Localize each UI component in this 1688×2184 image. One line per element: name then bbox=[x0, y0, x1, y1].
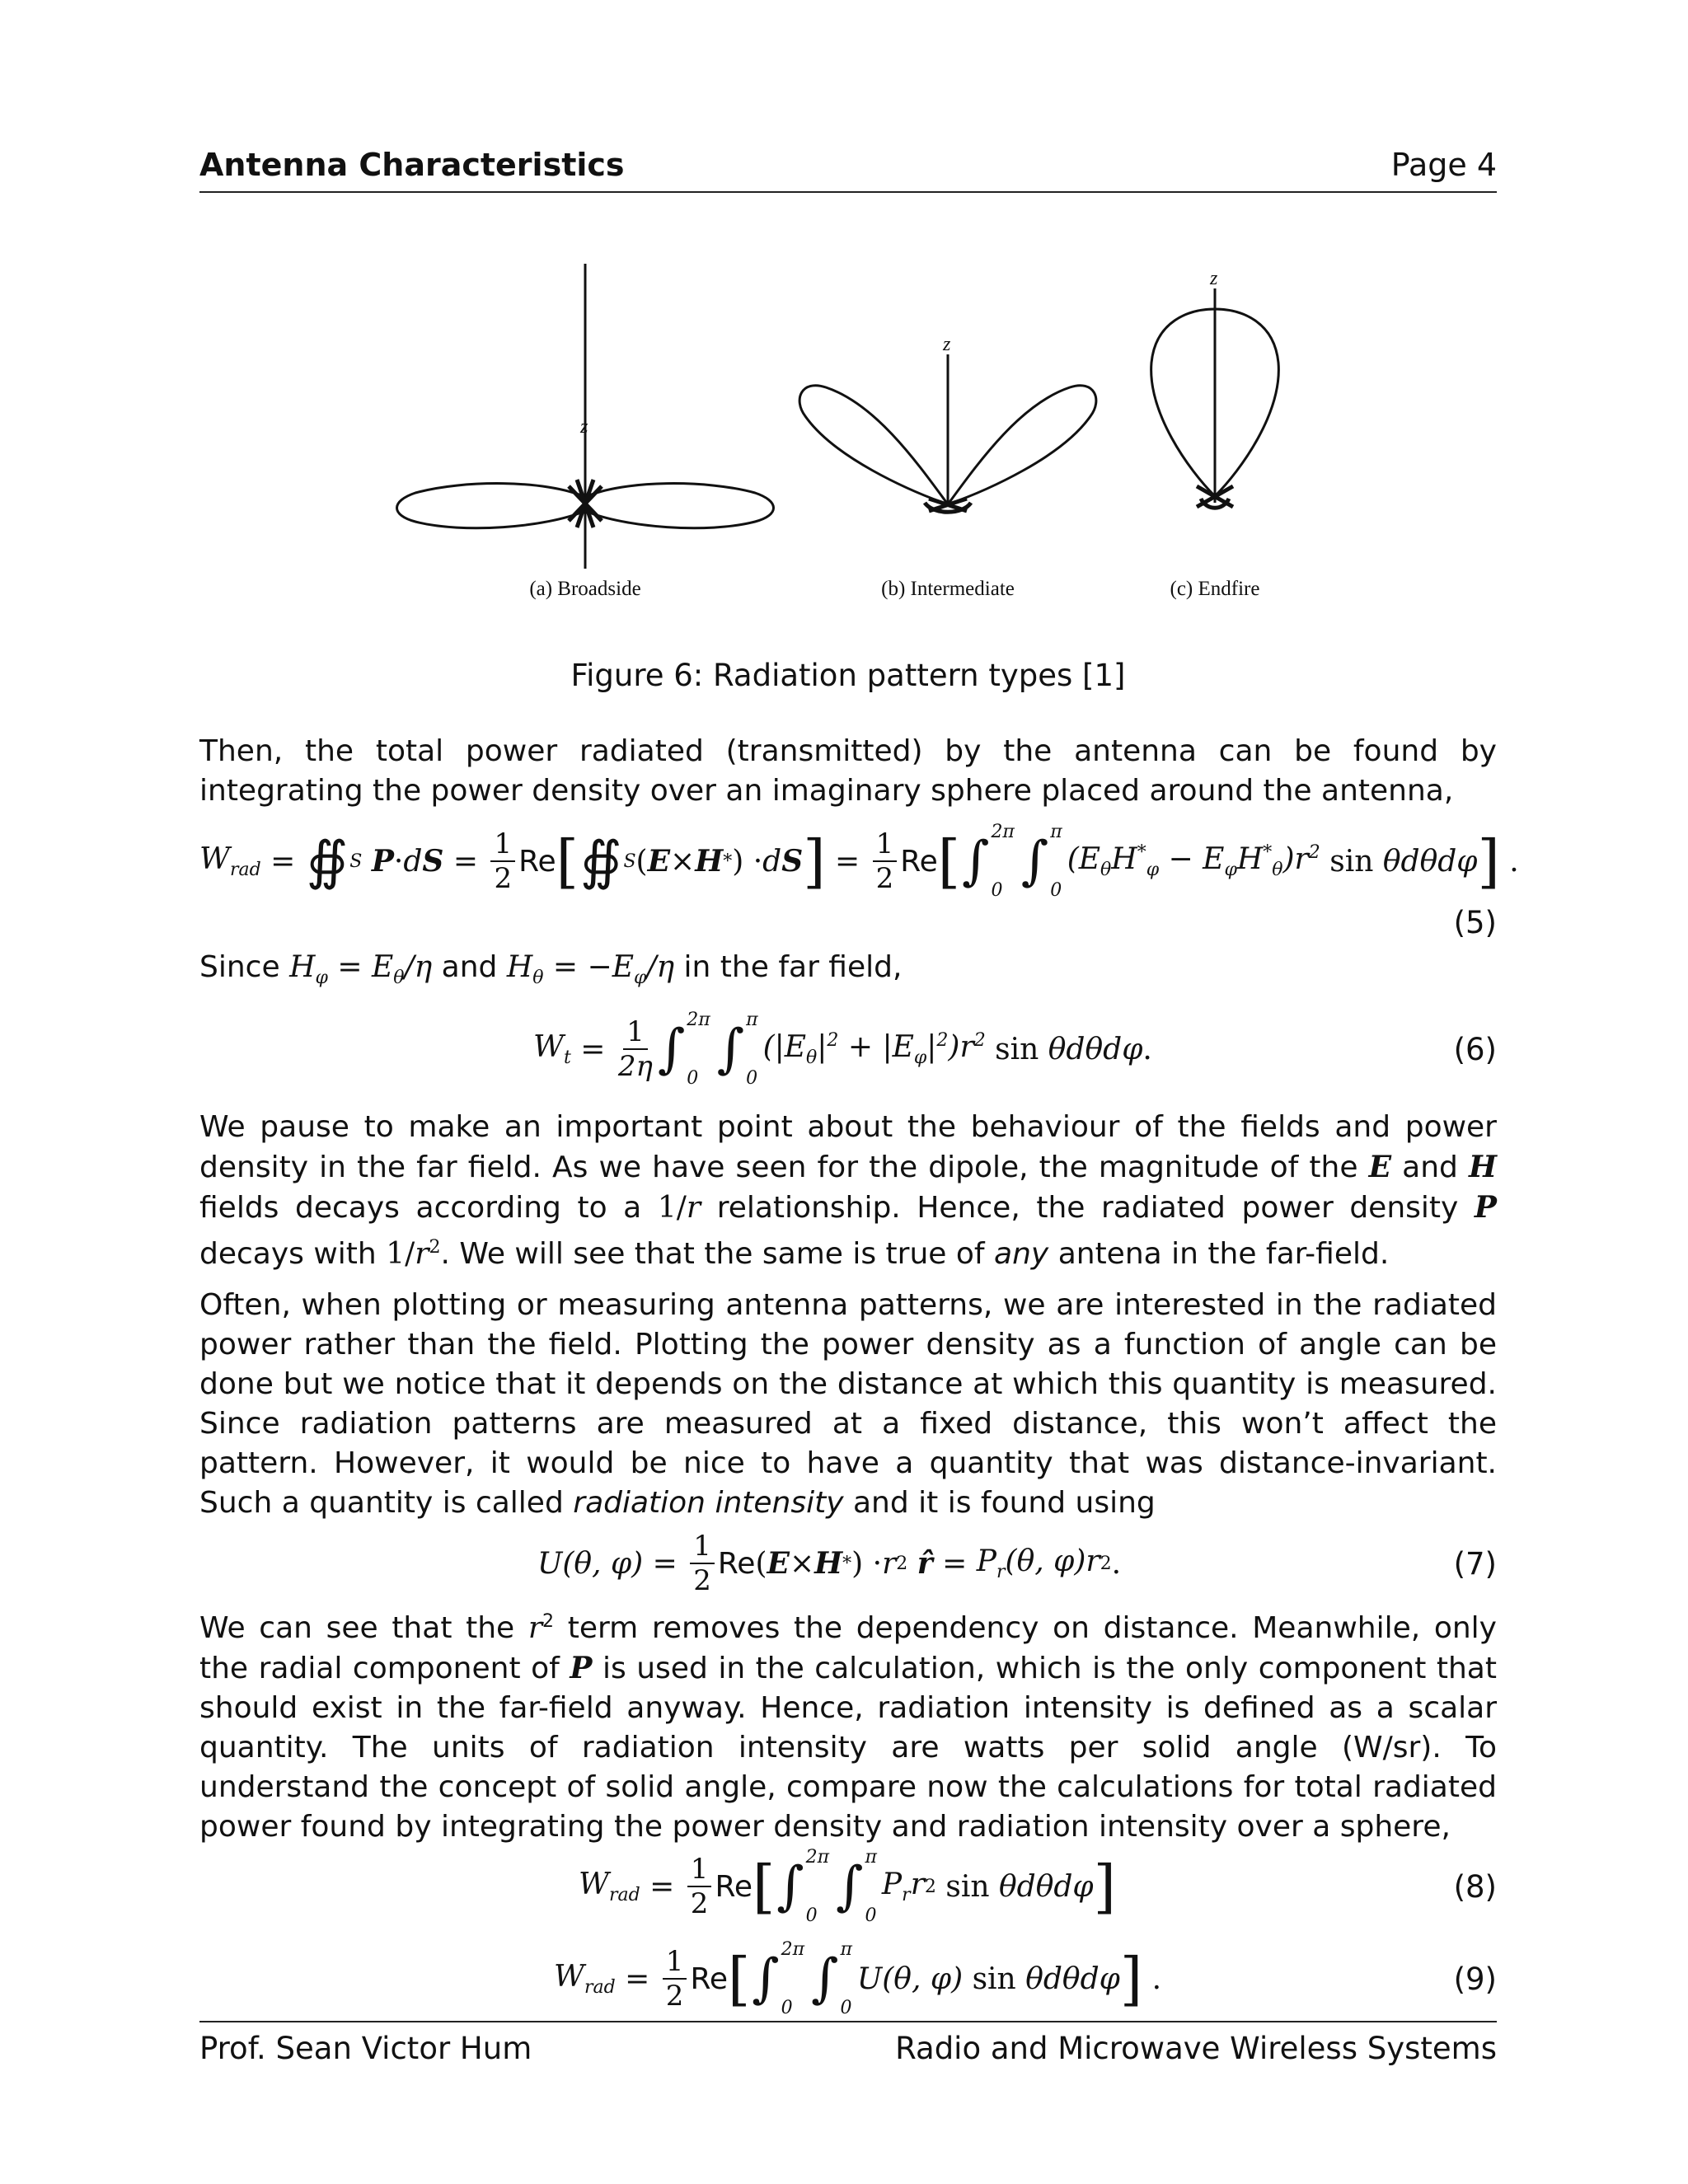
equation-5: $W_{rad}$ = ∯ S P · d S = $\frac{1}{2}$ Re [ ∯ S ( E × H * ) · d S ] = $\frac{1}{2}$ Re [ ∫ 2π 0 ∫ π 0 $(E_\theta H^*_\varphi - E_\varphi H^*_\theta)r^2$ sin θdθdφ ] . bbox=[199, 822, 1519, 901]
para3-a: We pause to make an important point about the behaviour of the fields and power density in the far field. As we have seen for the dipole, the magnitude of the bbox=[199, 1110, 1497, 1184]
footer-author: Prof. Sean Victor Hum bbox=[199, 2031, 532, 2066]
paragraph-solid-angle: We can see that the $r^2$ term removes the dependency on distance. Meanwhile, only the radial component of P is used in the calculation, which is the only component that should exist in the far-field anyway. Hence, radiation intensity is defined as a scalar quantity. The units of radiation intensity are watts per solid angle (W/sr). To understand the concept of solid angle, compare now the calculations for total radiated power found by integrating the power density and radiation intensity over a sphere, bbox=[199, 1611, 1497, 1844]
paragraph-radiation-intensity bbox=[199, 1286, 1497, 1523]
para4-b: and it is found using bbox=[852, 1486, 1156, 1520]
para4-a: Often, when plotting or measuring antenna patterns, we are interested in the radiated power rather than the field. Plotting the power density as a function of angle can be done but we notice that it depends on the distance at which this quantity is measured. Since radiation patterns are measured at a fixed distance, this won’t affect the pattern. However, it would be nice to have a quantity that was distance-invariant. Such a quantity is called bbox=[199, 1288, 1497, 1520]
running-header bbox=[199, 147, 1497, 191]
equation-5-number: (5) bbox=[1453, 905, 1497, 940]
equation-8-number: (8) bbox=[1453, 1869, 1497, 1905]
equation-7-number: (7) bbox=[1453, 1546, 1497, 1582]
para3-e: decays with bbox=[199, 1237, 377, 1271]
para3-b: and bbox=[1402, 1151, 1458, 1184]
equation-9: $W_{rad}$ = $\frac{1}{2}$ Re [ ∫ 2π 0 ∫ π 0 U(θ, φ) sin θdθdφ ] . (9) bbox=[554, 1939, 1497, 2018]
para2-post: in the far field, bbox=[683, 950, 903, 984]
intermediate-pattern bbox=[799, 354, 1096, 512]
para2-pre: Since bbox=[199, 950, 280, 984]
para4-em: radiation intensity bbox=[573, 1486, 844, 1520]
intermediate-left-lobe bbox=[799, 386, 948, 504]
para3-d: relationship. Hence, the radiated power density bbox=[716, 1191, 1459, 1225]
para3-f: . We will see that the same is true of bbox=[440, 1237, 985, 1271]
footer-course: Radio and Microwave Wireless Systems bbox=[895, 2031, 1497, 2066]
broadside-right-lobe bbox=[585, 484, 774, 528]
broadside-left-lobe bbox=[397, 484, 586, 528]
equation-7: U(θ, φ) = $\frac{1}{2}$ Re ( E × H * ) · r 2 r̂ = $P_r(\theta$, φ)r 2 . (7) bbox=[537, 1530, 1497, 1597]
paragraph-far-field: Since $H_\varphi = E_\theta/\eta$ and $H_\theta = -E_\varphi/\eta$ in the far field, bbox=[199, 950, 903, 989]
para5-b: term removes the dependency on distance. Meanwhile, only the radial component of bbox=[199, 1611, 1497, 1685]
endfire-z-label: z bbox=[1210, 268, 1218, 289]
para3-any: any bbox=[994, 1237, 1049, 1271]
paragraph-decay: We pause to make an important point about the behaviour of the fields and power density in the far field. As we have seen for the dipole, the magnitude of the E and H fields decays according to a 1/r relationship. Hence, the radiated power density P decays with $1/r^2$. We will see that the same is true of any antena in the far-field. bbox=[199, 1110, 1497, 1271]
intermediate-z-label: z bbox=[943, 334, 951, 355]
intermediate-label: (b) Intermediate bbox=[881, 578, 1015, 600]
equation-9-number: (9) bbox=[1453, 1961, 1497, 1997]
equation-6: $W_t$ = $\frac{1}{2\eta}$ ∫ 2π 0 ∫ π 0 $(|E_\theta|^2 + |E_\varphi|^2)r^2$ sin θdθdφ . (6) bbox=[533, 1010, 1497, 1089]
header-page-number: Page 4 bbox=[1390, 147, 1497, 183]
para2-mid: and bbox=[441, 950, 498, 984]
endfire-pattern bbox=[1151, 288, 1279, 508]
header-title: Antenna Characteristics bbox=[199, 147, 625, 183]
equation-6-number: (6) bbox=[1453, 1032, 1497, 1067]
header-rule bbox=[199, 191, 1497, 193]
equation-8: $W_{rad}$ = $\frac{1}{2}$ Re [ ∫ 2π 0 ∫ π 0 $P_rr$ 2 sin θdθdφ ] (8) bbox=[579, 1847, 1497, 1926]
paragraph-total-power: Then, the total power radiated (transmitted) by the antenna can be found by integrating the power density over an imaginary sphere placed around the antenna, bbox=[199, 734, 1497, 808]
figure-radiation-patterns bbox=[199, 264, 1497, 692]
intermediate-right-lobe bbox=[948, 386, 1096, 504]
para3-g: antena in the far-field. bbox=[1057, 1237, 1390, 1271]
footer-rule bbox=[199, 2021, 1497, 2022]
broadside-z-label: z bbox=[580, 416, 588, 438]
broadside-label: (a) Broadside bbox=[529, 578, 641, 600]
para3-c: fields decays according to a bbox=[199, 1191, 642, 1225]
endfire-label: (c) Endfire bbox=[1170, 578, 1260, 600]
radiation-pattern-diagram bbox=[199, 264, 1497, 643]
para5-a: We can see that the bbox=[199, 1611, 515, 1645]
para5-c: is used in the calculation, which is the only component that should exist in the far-field anyway. Hence, radiation intensity is defined as a scalar quantity. The units of radiation intensity are watts per solid angle (W/sr). To understand the concept of solid angle, compare now the calculations for total radiated power found by integrating the power density and radiation intensity over a sphere, bbox=[199, 1652, 1497, 1844]
figure-caption: Figure 6: Radiation pattern types [1] bbox=[570, 658, 1126, 693]
